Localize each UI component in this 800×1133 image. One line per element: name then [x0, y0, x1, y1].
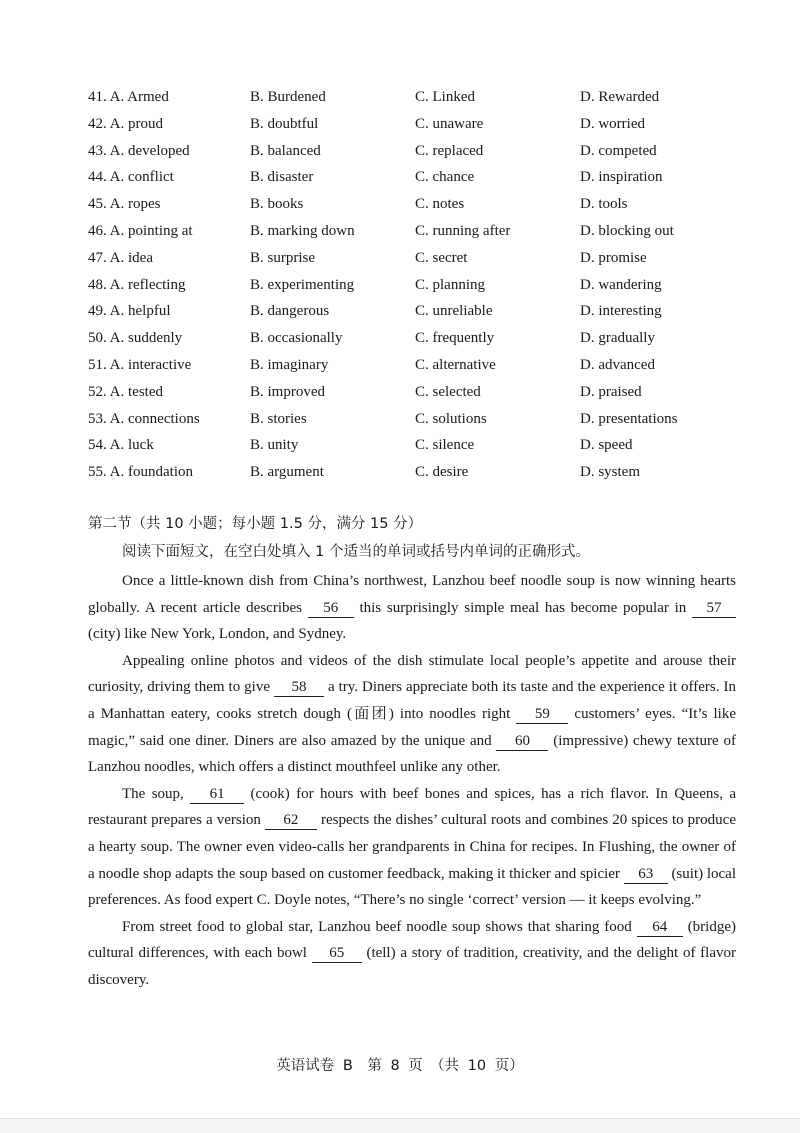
option-b: B. dangerous: [250, 303, 330, 320]
blank-59: 59: [516, 705, 568, 724]
option-row-43: [88, 138, 778, 165]
section-instruction: 阅读下面短文，在空白处填入 1 个适当的单词或括号内单词的正确形式。: [122, 544, 590, 560]
option-a: 43. A. developed: [88, 142, 190, 159]
option-c: C. silence: [415, 437, 475, 454]
blank-65: 65: [312, 944, 362, 963]
passage-text: (suit) local preferences. As food expert C. Doyle notes, “There’s no single ‘correct’ version — it keeps evolving.”: [88, 865, 737, 909]
passage-text: customers’ eyes. “It’s like magic,” said one diner. Diners are also amazed by the unique and: [88, 705, 736, 749]
page-bottom-edge: [0, 1118, 800, 1133]
option-b: B. unity: [250, 437, 299, 454]
option-d: D. tools: [580, 196, 628, 213]
passage-text: Once a little-known dish from China’s northwest, Lanzhou beef noodle soup is now winning hearts globally. A recent article describes: [88, 573, 736, 616]
option-b: B. marking down: [250, 222, 355, 239]
option-a: 49. A. helpful: [88, 303, 171, 320]
section-title: 第二节（共 10 小题；每小题 1.5 分，满分 15 分）: [88, 516, 423, 532]
option-d: D. system: [580, 464, 640, 481]
blank-58: 58: [274, 678, 324, 697]
page-footer: 英语试卷 B 第 8 页 （共 10 页）: [276, 1058, 524, 1074]
passage-text: Appealing online photos and videos of the dish stimulate local people’s appetite and arouse their curiosity, driving them to give: [88, 652, 736, 696]
option-b: B. Burdened: [250, 89, 326, 105]
option-d: D. inspiration: [580, 169, 663, 186]
option-row-49: [88, 298, 778, 325]
option-c: C. alternative: [415, 356, 496, 373]
option-b: B. surprise: [250, 249, 315, 266]
option-c: C. secret: [415, 249, 468, 266]
option-a: 51. A. interactive: [88, 356, 192, 373]
option-b: B. balanced: [250, 142, 321, 159]
option-d: D. promise: [580, 249, 647, 266]
option-a: 44. A. conflict: [88, 169, 174, 186]
blank-57: 57: [692, 599, 736, 618]
option-c: C. chance: [415, 169, 475, 186]
option-c: C. frequently: [415, 330, 495, 347]
reading-passage: [88, 568, 736, 994]
option-a: 53. A. connections: [88, 410, 200, 427]
option-d: D. praised: [580, 383, 642, 400]
option-a: 46. A. pointing at: [88, 222, 193, 239]
option-c: C. planning: [415, 276, 485, 293]
option-b: B. imaginary: [250, 356, 329, 373]
option-row-41: [88, 84, 778, 111]
option-a: 45. A. ropes: [88, 196, 161, 213]
option-d: D. gradually: [580, 330, 655, 347]
option-c: C. unreliable: [415, 303, 493, 320]
option-d: D. worried: [580, 115, 645, 132]
passage-text: respects the dishes’ cultural roots and combines 20 spices to produce a hearty soup. The owner even video-calls her grandparents in China for recipes. In Flushing, the owner of a noodle shop adapts the soup based on customer feedback, making it thicker and spicier: [88, 812, 736, 882]
option-row-46: [88, 218, 778, 245]
option-row-50: [88, 325, 778, 352]
option-row-47: [88, 245, 778, 272]
option-a: 41. A. Armed: [88, 89, 169, 105]
option-c: C. solutions: [415, 410, 487, 427]
paragraph-3: [88, 781, 736, 914]
option-c: C. notes: [415, 196, 465, 213]
options-list: [88, 84, 778, 486]
option-d: D. Rewarded: [580, 89, 660, 105]
option-a: 55. A. foundation: [88, 464, 193, 481]
option-row-55: [88, 459, 778, 486]
passage-text: From street food to global star, Lanzhou beef noodle soup shows that sharing food: [122, 918, 637, 935]
blank-62: 62: [265, 811, 317, 830]
option-d: D. advanced: [580, 356, 655, 373]
option-d: D. blocking out: [580, 222, 674, 239]
option-c: C. running after: [415, 222, 511, 239]
passage-text: this surprisingly simple meal has become popular in: [353, 599, 692, 616]
option-b: B. disaster: [250, 169, 314, 186]
option-row-44: [88, 164, 778, 191]
option-row-53: [88, 406, 778, 433]
blank-60: 60: [496, 732, 548, 751]
option-c: C. replaced: [415, 142, 484, 159]
blank-61: 61: [190, 785, 244, 804]
option-a: 50. A. suddenly: [88, 330, 183, 347]
option-a: 54. A. luck: [88, 437, 154, 454]
passage-text: (impressive) chewy texture of Lanzhou noodles, which offers a distinct mouthfeel unlike any other.: [88, 732, 736, 776]
option-c: C. desire: [415, 464, 469, 481]
option-a: 42. A. proud: [88, 115, 163, 132]
blank-64: 64: [637, 918, 683, 937]
paragraph-4: [88, 914, 736, 994]
blank-56: 56: [308, 599, 354, 618]
passage-text: The soup,: [122, 785, 191, 802]
passage-text: (cook) for hours with beef bones and spices, has a rich flavor. In Queens, a restaurant prepares a version: [88, 785, 736, 829]
option-d: D. interesting: [580, 303, 662, 320]
passage-text: a try. Diners appreciate both its taste and the experience it offers. In a Manhattan eatery, cooks stretch dough (面团) into noodles right: [88, 679, 736, 722]
option-c: C. selected: [415, 383, 481, 400]
option-b: B. stories: [250, 410, 307, 427]
option-a: 52. A. tested: [88, 383, 163, 400]
option-c: C. Linked: [415, 89, 475, 105]
option-d: D. competed: [580, 142, 657, 159]
option-d: D. presentations: [580, 410, 678, 427]
option-a: 47. A. idea: [88, 249, 153, 266]
option-row-52: [88, 379, 778, 406]
option-row-48: [88, 272, 778, 299]
option-row-45: [88, 191, 778, 218]
option-b: B. occasionally: [250, 330, 343, 347]
option-c: C. unaware: [415, 115, 484, 132]
option-d: D. speed: [580, 437, 633, 454]
option-b: B. improved: [250, 383, 325, 400]
option-row-51: [88, 352, 778, 379]
passage-text: (tell) a story of tradition, creativity, and the delight of flavor discovery.: [88, 945, 736, 988]
passage-text: (city) like New York, London, and Sydney.: [88, 626, 347, 643]
passage-text: (bridge) cultural differences, with each bowl: [88, 918, 737, 962]
option-b: B. argument: [250, 464, 324, 481]
option-b: B. doubtful: [250, 115, 319, 132]
paragraph-1: [88, 568, 736, 648]
blank-63: 63: [624, 865, 668, 884]
option-row-54: [88, 432, 778, 459]
paragraph-2: [88, 648, 736, 781]
option-d: D. wandering: [580, 276, 662, 293]
option-row-42: [88, 111, 778, 138]
option-b: B. books: [250, 196, 304, 213]
option-a: 48. A. reflecting: [88, 276, 186, 293]
option-b: B. experimenting: [250, 276, 355, 293]
